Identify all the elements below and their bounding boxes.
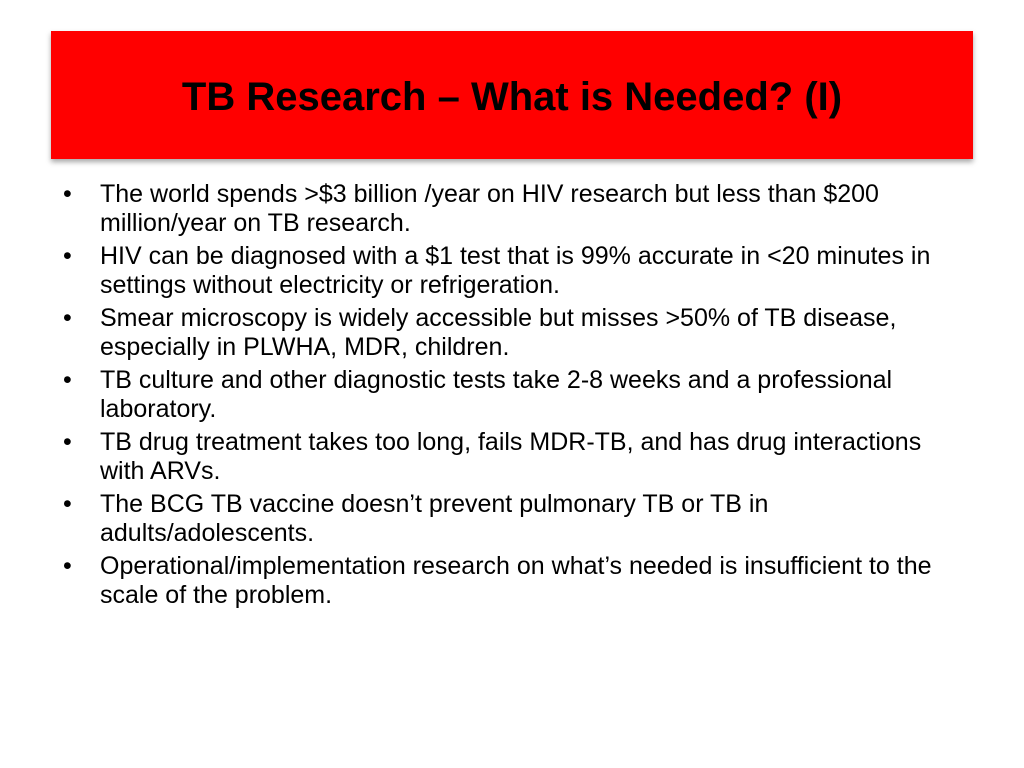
bullet-list xyxy=(63,180,943,614)
title-bar xyxy=(51,31,973,159)
bullet-icon: • xyxy=(63,490,72,518)
bullet-text: HIV can be diagnosed with a $1 test that is 99% accurate in <20 minutes in settings without electricity or refrigeration. xyxy=(100,242,931,299)
bullet-icon: • xyxy=(63,366,72,394)
list-item xyxy=(63,242,943,300)
bullet-text: Smear microscopy is widely accessible but misses >50% of TB disease, especially in PLWHA, MDR, children. xyxy=(100,304,897,361)
list-item xyxy=(63,490,943,548)
bullet-icon: • xyxy=(63,552,72,580)
bullet-icon: • xyxy=(63,242,72,270)
bullet-text: The world spends >$3 billion /year on HIV research but less than $200 million/year on TB research. xyxy=(100,180,879,237)
bullet-text: The BCG TB vaccine doesn’t prevent pulmonary TB or TB in adults/adolescents. xyxy=(100,490,769,547)
bullet-icon: • xyxy=(63,304,72,332)
list-item xyxy=(63,366,943,424)
bullet-text: Operational/implementation research on what’s needed is insufficient to the scale of the problem. xyxy=(100,552,932,609)
list-item xyxy=(63,304,943,362)
bullet-text: TB culture and other diagnostic tests take 2-8 weeks and a professional laboratory. xyxy=(100,366,893,423)
list-item xyxy=(63,552,943,610)
list-item xyxy=(63,428,943,486)
bullet-text: TB drug treatment takes too long, fails MDR-TB, and has drug interactions with ARVs. xyxy=(100,428,922,485)
list-item xyxy=(63,180,943,238)
bullet-icon: • xyxy=(63,180,72,208)
bullet-icon: • xyxy=(63,428,72,456)
slide-title: TB Research – What is Needed? (I) xyxy=(181,74,843,119)
